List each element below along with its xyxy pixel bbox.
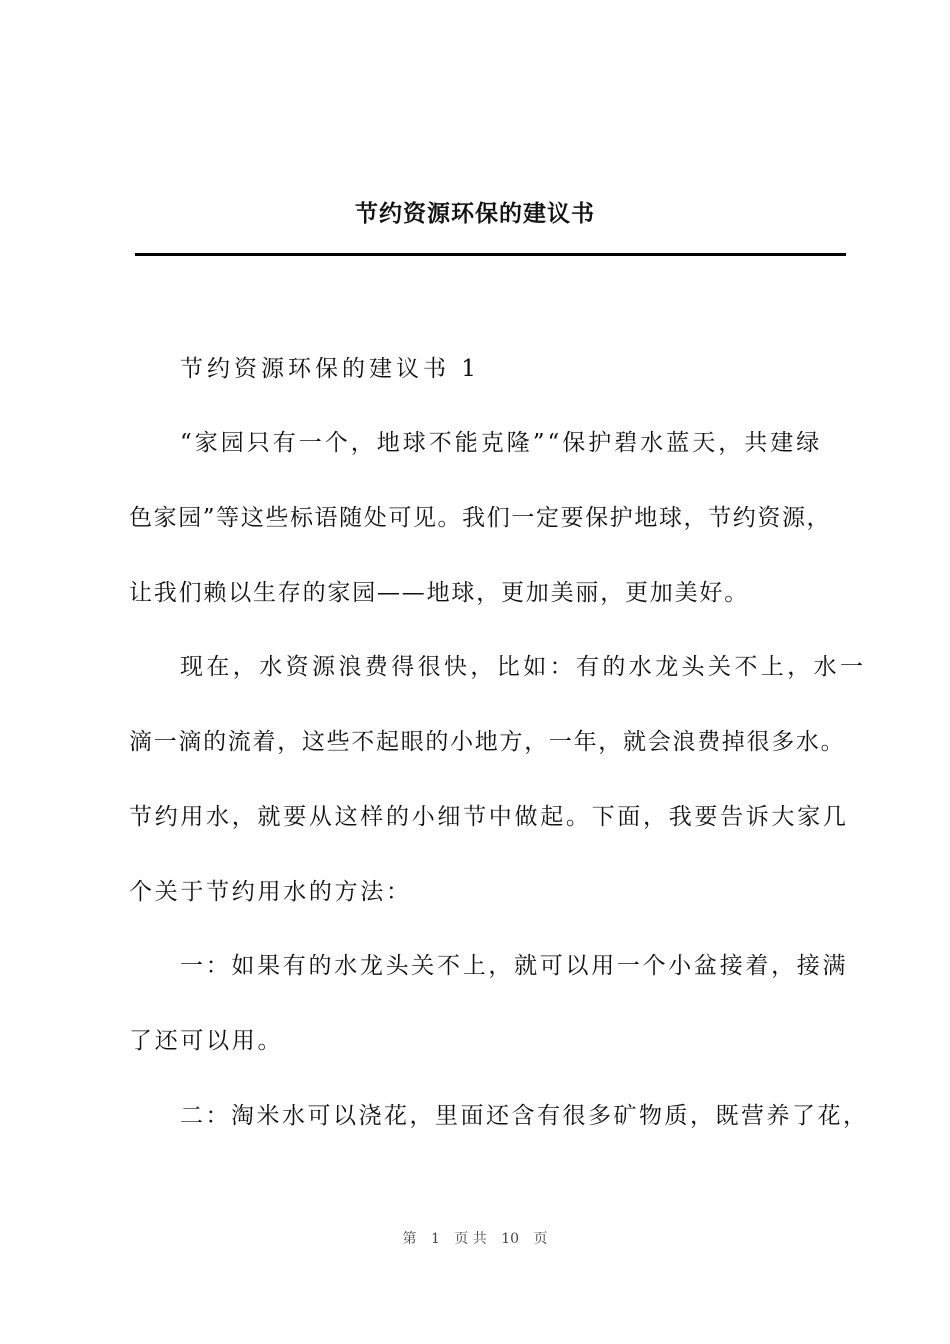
body-line: 色家园”等这些标语随处可见。我们一定要保护地球，节约资源， [129,505,832,531]
footer-suffix: 页 [533,1231,548,1247]
body-line: 让我们赖以生存的家园——地球，更加美丽，更加美好。 [129,580,749,606]
body-line: 滴一滴的流着，这些不起眼的小地方，一年，就会浪费掉很多水。 [129,729,846,755]
page-footer [0,1228,950,1250]
footer-total-pages: 10 [501,1231,520,1247]
body-line: 个关于节约用水的方法： [129,879,412,905]
body-line: 现在，水资源浪费得很快，比如：有的水龙头关不上，水一 [180,654,867,680]
body-line: 了还可以用。 [129,1028,284,1054]
body-line: 二：淘米水可以浇花，里面还含有很多矿物质，既营养了花， [180,1103,869,1129]
section-heading: 节约资源环保的建议书 1 [180,356,480,382]
footer-middle: 页 共 [454,1231,487,1247]
footer-prefix: 第 [402,1231,417,1247]
footer-page-number: 1 [430,1231,440,1247]
document-title: 节约资源环保的建议书 [355,200,595,227]
title-divider [135,253,846,256]
body-line: 节约用水，就要从这样的小细节中做起。下面，我要告诉大家几 [129,804,849,830]
body-line: 一：如果有的水龙头关不上，就可以用一个小盆接着，接满 [180,953,849,979]
body-line: “家园只有一个，地球不能克隆”“保护碧水蓝天，共建绿 [180,430,823,456]
